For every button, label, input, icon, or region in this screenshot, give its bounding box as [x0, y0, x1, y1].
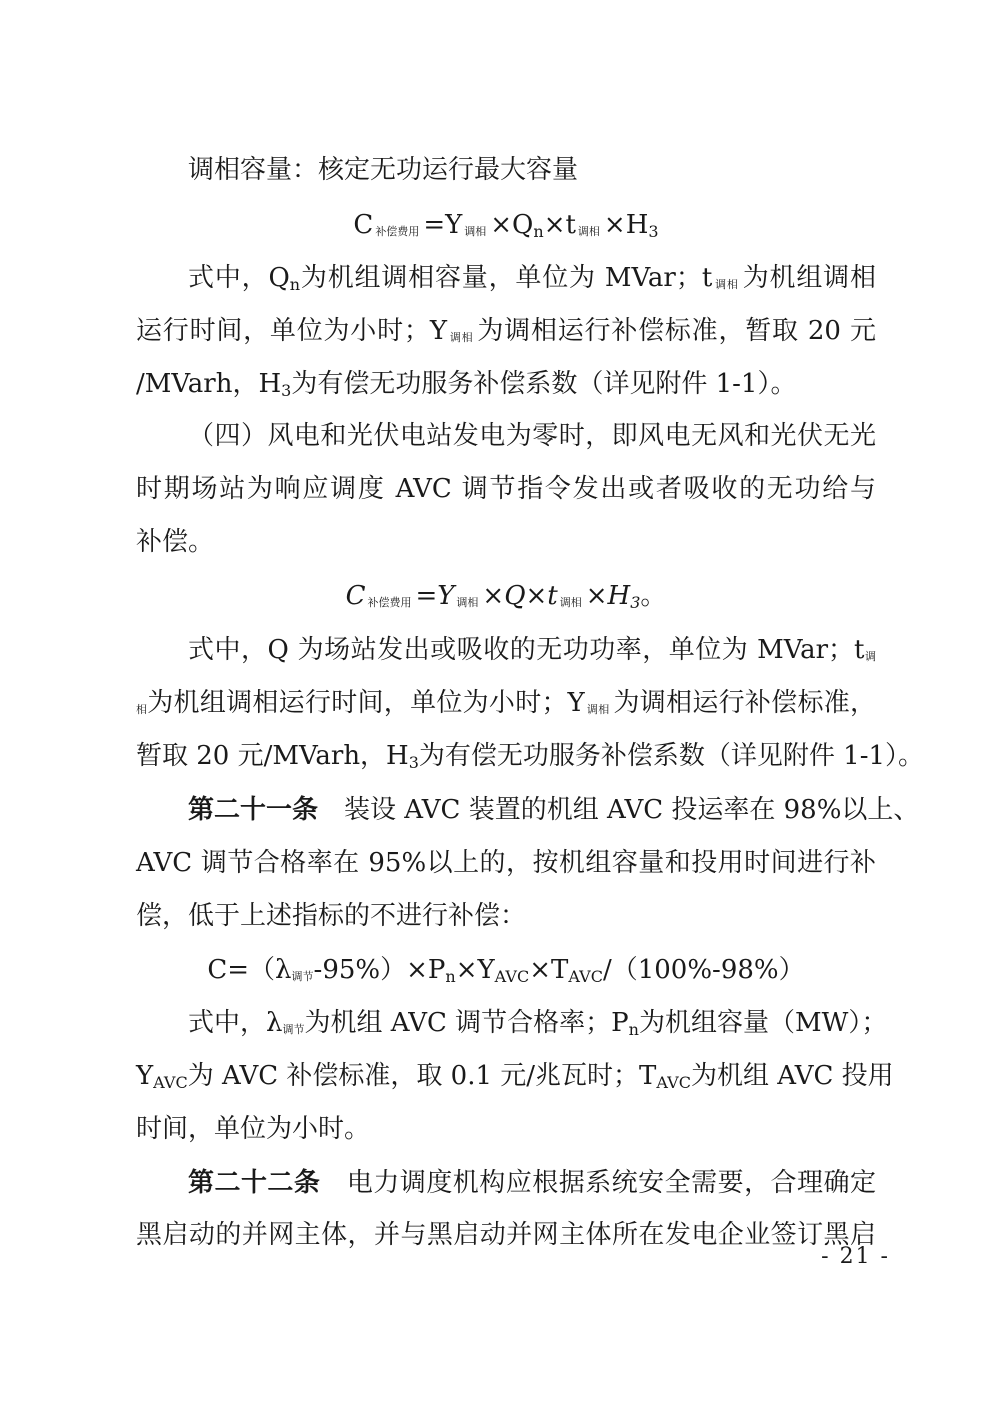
formula-subscript: 调相: [559, 596, 582, 609]
text-run: 为机组调相运行时间，单位为小时；Y: [147, 688, 585, 718]
text-run: 为 AVC 补偿标准，取 0.1 元/兆瓦时；T: [187, 1061, 657, 1091]
formula-symbol: C: [353, 210, 374, 240]
formula-symbol: 。: [640, 581, 667, 611]
formula-symbol: =Y: [423, 210, 463, 240]
formula-subscript: n: [445, 967, 456, 986]
subscript: 调相: [714, 278, 739, 291]
formula-subscript: 调相: [577, 225, 600, 238]
article-heading: 第二十二条: [188, 1168, 321, 1198]
text-run: 补偿。: [136, 527, 215, 557]
formula-symbol: C: [345, 581, 366, 611]
text-run: 电力调度机构应根据系统安全需要，合理确定: [346, 1168, 876, 1198]
article-21-line: [136, 896, 876, 936]
paragraph-line: [136, 736, 925, 783]
formula-subscript: 补偿费用: [367, 596, 412, 609]
formula-symbol: ×Y: [455, 955, 495, 985]
formula-subscript: 3: [630, 593, 641, 612]
text-run: 装设 AVC 装置的机组 AVC 投运率在 98%以上、: [344, 795, 920, 825]
text-run: 为机组调相: [742, 263, 876, 293]
formula-symbol: ×t: [543, 210, 576, 240]
text-run: 为有偿无功服务补偿系数（详见附件 1-1）。: [418, 741, 925, 771]
formula-subscript: 补偿费用: [375, 225, 420, 238]
text-run: 为机组 AVC 调节合格率；P: [304, 1008, 629, 1038]
text-run: 黑启动的并网主体，并与黑启动并网主体所在发电企业签订黑启: [136, 1220, 876, 1250]
article-21-line: [188, 790, 920, 830]
paragraph-line: [188, 1003, 888, 1050]
formula-symbol: ×T: [529, 955, 569, 985]
text-run: 为机组容量（MW）；: [638, 1008, 888, 1038]
formula-subscript: AVC: [568, 967, 603, 986]
formula-symbol: ×Q: [490, 210, 534, 240]
formula-symbol: ×Q×t: [482, 581, 558, 611]
text-run: 式中，λ: [188, 1008, 283, 1038]
text-run: AVC 调节合格率在 95%以上的，按机组容量和投用时间进行补: [136, 848, 876, 878]
formula-subscript: AVC: [494, 967, 530, 986]
subscript: 相: [136, 703, 148, 716]
paragraph-line: [136, 1056, 894, 1103]
formula-subscript: 调节: [291, 970, 314, 983]
formula-symbol: C=（λ: [207, 955, 292, 985]
paragraph-line: [136, 522, 876, 562]
article-22-line: [188, 1163, 876, 1203]
text-run: 时间，单位为小时。: [136, 1114, 371, 1144]
formula-subscript: n: [533, 222, 544, 241]
text-run: 偿，低于上述指标的不进行补偿：: [136, 901, 527, 931]
text-run: 时期场站为响应调度 AVC 调节指令发出或者吸收的无功给与: [136, 474, 876, 504]
subscript: 调节: [282, 1023, 305, 1036]
paragraph-line: [136, 469, 876, 509]
text-run: 调相容量：核定无功运行最大容量: [188, 155, 579, 185]
text-run: Y: [136, 1061, 154, 1091]
formula-symbol: =Y: [415, 581, 455, 611]
formula-subscript: 调相: [456, 596, 479, 609]
subscript: 3: [408, 753, 419, 772]
text-run: 式中，Q 为场站发出或吸收的无功功率，单位为 MVar；t: [188, 635, 865, 665]
formula-compensation-condenser: [136, 205, 876, 252]
subscript: 调相: [449, 331, 474, 344]
text-run: 为调相运行补偿标准，: [613, 688, 876, 718]
paragraph-line: [188, 630, 876, 677]
formula-symbol: -95%）×P: [313, 955, 446, 985]
text-run: （四）风电和光伏电站发电为零时，即风电无风和光伏无光: [188, 421, 876, 451]
article-heading: 第二十一条: [188, 795, 319, 825]
formula-symbol: /（100%-98%）: [602, 955, 805, 985]
text-run: 为机组调相容量，单位为 MVar；t: [300, 263, 713, 293]
text-run: 为机组 AVC 投用: [690, 1061, 894, 1091]
formula-symbol: ×H: [585, 581, 631, 611]
formula-compensation-zero-output: [136, 576, 876, 623]
paragraph-line: [136, 364, 876, 411]
formula-subscript: 3: [648, 222, 659, 241]
paragraph-line: [188, 150, 876, 190]
text-run: 运行时间，单位为小时；Y: [136, 316, 448, 346]
article-22-line: [136, 1215, 876, 1255]
subscript: n: [289, 275, 301, 294]
text-run: /MVarh，H: [136, 369, 282, 399]
subscript: AVC: [656, 1073, 691, 1092]
text-run: 为有偿无功服务补偿系数（详见附件 1-1）。: [291, 369, 797, 399]
paragraph-line: [136, 683, 876, 730]
subscript: AVC: [153, 1073, 188, 1092]
paragraph-line: [136, 311, 876, 358]
paragraph-line: [136, 1109, 876, 1149]
paragraph-line: [188, 416, 876, 456]
subscript: 调: [864, 650, 876, 663]
paragraph-line: [188, 258, 876, 305]
subscript: 调相: [586, 703, 610, 716]
formula-symbol: ×H: [603, 210, 649, 240]
formula-avc-compensation: [136, 950, 876, 997]
formula-subscript: 调相: [464, 225, 487, 238]
subscript: 3: [281, 381, 292, 400]
text-run: 为调相运行补偿标准，暂取 20 元: [477, 316, 876, 346]
article-21-line: [136, 843, 876, 883]
page-number: - 21 -: [821, 1244, 890, 1269]
subscript: n: [628, 1020, 639, 1039]
text-run: 暂取 20 元/MVarh，H: [136, 741, 409, 771]
text-run: 式中，Q: [188, 263, 290, 293]
